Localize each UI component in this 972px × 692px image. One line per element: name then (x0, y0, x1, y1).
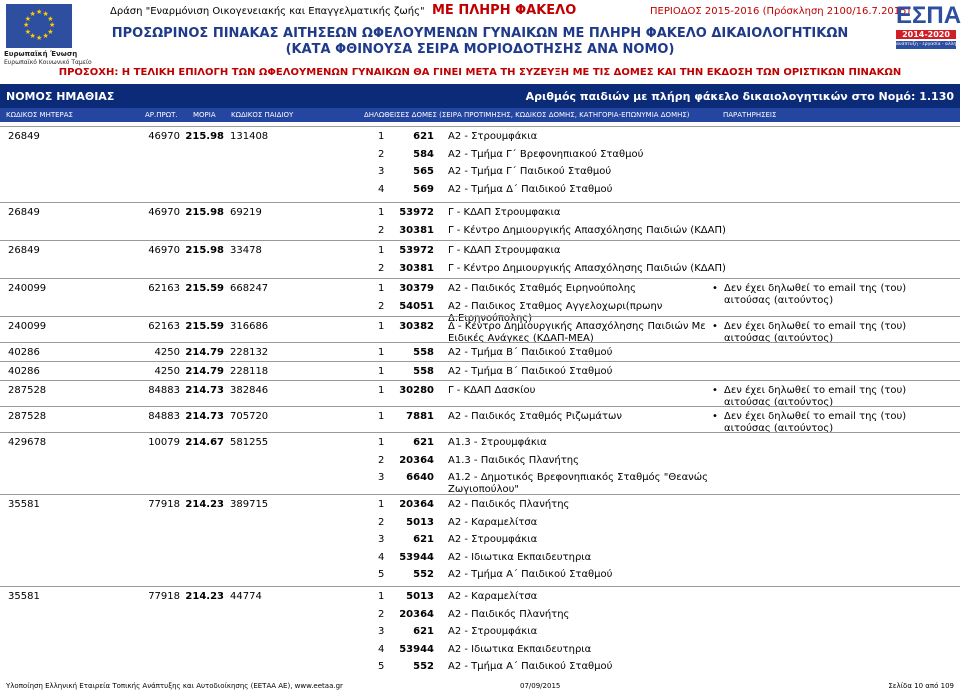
col-points: ΜΟΡΙΑ (193, 111, 216, 119)
eu-star-icon: ★ (47, 14, 54, 23)
preference-order: 4 (378, 183, 385, 195)
col-child-code: ΚΩΔΙΚΟΣ ΠΑΙΔΙΟΥ (231, 111, 294, 119)
structure-code: 569 (413, 183, 434, 195)
preference-order: 3 (378, 166, 385, 177)
protocol-number: 77918 (148, 591, 180, 602)
structure-name: Α2 - Παιδικός Πλανήτης (448, 499, 570, 510)
table-row (0, 361, 960, 377)
preference-order: 1 (378, 245, 385, 256)
structure-name: Γ - ΚΔΑΠ Στρουμφακια (448, 207, 561, 218)
espa-years: 2014-2020 (896, 30, 956, 39)
structure-code: 621 (413, 626, 434, 637)
eu-star-icon: ★ (24, 14, 32, 23)
table-row (0, 240, 960, 274)
eu-star-icon: ★ (24, 27, 32, 36)
remark-text: Δεν έχει δηλωθεί το email της (του) αιτούσας (αιτούντος) (724, 283, 907, 306)
child-code: 668247 (230, 283, 269, 294)
points: 214.73 (185, 411, 224, 422)
structure-code: 621 (413, 534, 434, 545)
preference-order: 3 (378, 626, 385, 637)
mother-code: 26849 (8, 207, 40, 218)
child-code: 44774 (230, 591, 262, 602)
eu-star-icon: ★ (23, 21, 30, 29)
mother-code: 429678 (8, 437, 47, 448)
eu-star-icon: ★ (42, 9, 49, 18)
preference-order: 2 (378, 148, 385, 160)
structure-code: 558 (413, 366, 434, 377)
col-protocol: ΑΡ.ΠΡΩΤ. (145, 111, 178, 119)
preference-order: 1 (378, 591, 385, 602)
eu-star-icon: ★ (47, 27, 54, 36)
structure-code: 53944 (399, 643, 434, 655)
protocol-number: 46970 (148, 131, 180, 142)
child-code: 228118 (230, 366, 269, 377)
preference-order: 3 (378, 534, 385, 545)
mother-code: 35581 (8, 591, 40, 602)
points: 215.59 (185, 283, 224, 294)
mother-code: 40286 (8, 347, 40, 358)
remark-text: Δεν έχει δηλωθεί το email της (του) αιτούσας (αιτούντος) (724, 385, 907, 408)
protocol-number: 84883 (148, 411, 180, 422)
preference-order: 2 (378, 516, 385, 528)
eu-star-icon: ★ (36, 8, 43, 16)
structure-name: Α2 - Τμήμα Α΄ Παιδικού Σταθμού (448, 661, 613, 672)
mother-code: 26849 (8, 131, 40, 142)
structure-code: 30382 (399, 321, 434, 332)
structure-name: Α1.3 - Στρουμφάκια (448, 437, 547, 448)
warning-banner: ΠΡΟΣΟΧΗ: Η ΤΕΛΙΚΗ ΕΠΙΛΟΓΗ ΤΩΝ ΩΦΕΛΟΥΜΕΝΩΝ ΓΥΝΑΙΚΩΝ ΘΑ ΓΙΝΕΙ ΜΕΤΑ ΤΗ ΣΥΖΕΥΞΗ ΜΕ ΤΙΣ ΔΟΜΕΣ ΚΑΙ ΤΗΝ ΕΚΔΟΣΗ ΤΩΝ ΟΡΙΣΤΙΚΩΝ ΠΙΝΑΚΩΝ (58, 67, 902, 78)
bullet-icon: • (712, 385, 718, 396)
structure-code: 20364 (399, 608, 434, 620)
prefecture-bar (0, 84, 960, 108)
mother-code: 287528 (8, 411, 47, 422)
child-code: 228132 (230, 347, 269, 358)
table-row (0, 586, 960, 672)
eu-label: Ευρωπαϊκή Ένωση (4, 50, 78, 58)
structure-name: Α2 - Τμήμα Β΄ Παιδικού Σταθμού (448, 347, 613, 358)
eu-star-icon: ★ (29, 9, 36, 18)
structure-code: 53944 (399, 551, 434, 563)
points: 214.67 (185, 437, 224, 448)
preference-order: 1 (378, 321, 385, 332)
protocol-number: 10079 (148, 437, 180, 448)
children-count-label: Αριθμός παιδιών με πλήρη φάκελο δικαιολογητικών στο Νομό: 1.130 (525, 90, 954, 103)
structure-name: Α2 - Τμήμα Δ΄ Παιδικού Σταθμού (448, 183, 613, 195)
structure-code: 30280 (399, 385, 434, 396)
prefecture-name: ΝΟΜΟΣ ΗΜΑΘΙΑΣ (6, 90, 115, 103)
preference-order: 2 (378, 454, 385, 466)
structure-code: 584 (413, 148, 434, 160)
structure-name: Α2 - Τμήμα Γ΄ Παιδικού Σταθμού (448, 166, 612, 177)
col-declared-structures: ΔΗΛΩΘΕΙΣΕΣ ΔΟΜΕΣ (ΣΕΙΡΑ ΠΡΟΤΙΜΗΣΗΣ, ΚΩΔΙΚΟΣ ΔΟΜΗΣ, ΚΑΤΗΓΟΡΙΑ-ΕΠΩΝΥΜΙΑ ΔΟΜΗΣ) (364, 111, 690, 119)
preference-order: 5 (378, 661, 385, 672)
preference-order: 1 (378, 437, 385, 448)
structure-name: Γ - Κέντρο Δημιουργικής Απασχόλησης Παιδιών (ΚΔΑΠ) (448, 262, 726, 274)
page-title: ΠΡΟΣΩΡΙΝΟΣ ΠΙΝΑΚΑΣ ΑΙΤΗΣΕΩΝ ΩΦΕΛΟΥΜΕΝΩΝ ΓΥΝΑΙΚΩΝ ΜΕ ΠΛΗΡΗ ΦΑΚΕΛΟ ΔΙΚΑΙΟΛΟΓΗΤΙΚΩΝ (111, 26, 849, 41)
structure-name: Α2 - Παιδικός Σταθμός Ειρηνούπολης (448, 283, 636, 294)
preference-order: 4 (378, 551, 385, 563)
structure-name: Α2 - Καραμελίτσα (448, 516, 538, 528)
points: 215.98 (185, 207, 224, 218)
table-row (0, 316, 960, 344)
eu-star-icon: ★ (36, 34, 43, 42)
mother-code: 287528 (8, 385, 47, 396)
preference-order: 1 (378, 347, 385, 358)
structure-code: 7881 (406, 411, 434, 422)
structure-name: Γ - ΚΔΑΠ Στρουμφακια (448, 245, 561, 256)
table-row (0, 380, 960, 408)
structure-code: 565 (413, 166, 434, 177)
child-code: 382846 (230, 385, 269, 396)
espa-slogan: ανάπτυξη - εργασία - αλληλεγγύη (896, 42, 972, 47)
structure-name: Α2 - Στρουμφάκια (448, 534, 538, 545)
preference-order: 1 (378, 385, 385, 396)
protocol-number: 62163 (148, 283, 180, 294)
bullet-icon: • (712, 321, 718, 332)
child-code: 705720 (230, 411, 269, 422)
preference-order: 3 (378, 472, 385, 483)
espa-wordmark: ΕΣΠΑ (896, 2, 962, 29)
structure-code: 552 (413, 569, 434, 580)
preference-order: 2 (378, 608, 385, 620)
footer-date: 07/09/2015 (520, 682, 561, 690)
structure-code: 621 (413, 131, 434, 142)
action-title: Δράση "Εναρμόνιση Οικογενειακής και Επαγγελματικής ζωής" (110, 6, 425, 17)
structure-name: Α2 - Ιδιωτικα Εκπαιδευτηρια (448, 643, 592, 655)
protocol-number: 4250 (154, 347, 180, 358)
points: 214.79 (185, 366, 224, 377)
child-code: 389715 (230, 499, 269, 510)
structure-code: 53972 (399, 207, 434, 218)
preference-order: 5 (378, 569, 385, 580)
child-code: 581255 (230, 437, 269, 448)
points: 214.23 (185, 591, 224, 602)
structure-name: Α1.2 - Δημοτικός Βρεφονηπιακός Σταθμός "Θεανώς Ζωγιοπούλου" (448, 472, 709, 495)
period-label: ΠΕΡΙΟΔΟΣ 2015-2016 (Πρόσκληση 2100/16.7.2015) (650, 6, 911, 17)
bullet-icon: • (712, 411, 718, 422)
structure-name: Α1.3 - Παιδικός Πλανήτης (448, 454, 579, 466)
bullet-icon: • (712, 283, 718, 294)
protocol-number: 46970 (148, 245, 180, 256)
mother-code: 240099 (8, 321, 47, 332)
preference-order: 2 (378, 262, 385, 274)
child-code: 33478 (230, 245, 262, 256)
points: 215.98 (185, 245, 224, 256)
structure-code: 20364 (399, 454, 434, 466)
table-row (0, 202, 960, 236)
mother-code: 40286 (8, 366, 40, 377)
espa-logo (896, 2, 972, 50)
structure-name: Γ - ΚΔΑΠ Δασκίου (448, 385, 536, 396)
preference-order: 1 (378, 283, 385, 294)
col-remarks: ΠΑΡΑΤΗΡΗΣΕΙΣ (723, 111, 777, 119)
footer-credit: Υλοποίηση Ελληνική Εταιρεία Τοπικής Ανάπτυξης και Αυτοδιοίκησης (ΕΕΤΑΑ ΑΕ), www.eetaa.gr (6, 682, 343, 690)
protocol-number: 77918 (148, 499, 180, 510)
structure-code: 552 (413, 661, 434, 672)
mother-code: 35581 (8, 499, 40, 510)
points: 214.23 (185, 499, 224, 510)
structure-code: 5013 (406, 516, 434, 528)
table-row (0, 342, 960, 358)
eu-star-icon: ★ (42, 32, 49, 41)
footer-page: Σελίδα 10 από 109 (888, 682, 954, 690)
column-header-row (0, 108, 960, 122)
structure-name: Δ - Κέντρο Δημιουργικής Απασχόλησης Παιδιών Με Ειδικές Ανάγκες (ΚΔΑΠ-ΜΕΑ) (448, 321, 706, 344)
mother-code: 240099 (8, 283, 47, 294)
preference-order: 1 (378, 131, 385, 142)
structure-name: Α2 - Παιδικός Πλανήτης (448, 608, 570, 620)
structure-name: Α2 - Τμήμα Β΄ Παιδικού Σταθμού (448, 366, 613, 377)
table-row (0, 494, 960, 580)
page-subtitle: (ΚΑΤΑ ΦΘΙΝΟΥΣΑ ΣΕΙΡΑ ΜΟΡΙΟΔΟΤΗΣΗΣ ΑΝΑ ΝΟΜΟ) (285, 42, 675, 57)
protocol-number: 4250 (154, 366, 180, 377)
structure-code: 53972 (399, 245, 434, 256)
protocol-number: 62163 (148, 321, 180, 332)
structure-name: Α2 - Στρουμφάκια (448, 131, 538, 142)
table-row (0, 406, 960, 434)
preference-order: 1 (378, 207, 385, 218)
preference-order: 2 (378, 300, 385, 312)
table-row (0, 126, 960, 195)
child-code: 131408 (230, 131, 269, 142)
remark-text: Δεν έχει δηλωθεί το email της (του) αιτούσας (αιτούντος) (724, 321, 907, 344)
structure-code: 558 (413, 347, 434, 358)
structure-code: 30379 (399, 283, 434, 294)
structure-code: 6640 (406, 472, 434, 483)
col-mother-code: ΚΩΔΙΚΟΣ ΜΗΤΕΡΑΣ (6, 111, 73, 119)
structure-name: Α2 - Καραμελίτσα (448, 591, 538, 602)
structure-name: Α2 - Στρουμφάκια (448, 626, 538, 637)
structure-name: Α2 - Τμήμα Α΄ Παιδικού Σταθμού (448, 569, 613, 580)
structure-code: 5013 (406, 591, 434, 602)
structure-code: 30381 (399, 262, 434, 274)
table-row (0, 432, 960, 495)
structure-name: Α2 - Παιδικος Σταθμος Αγγελοχωρι(πρωην Δ.Ειρηνούπολης) (448, 300, 663, 324)
structure-name: Α2 - Τμήμα Γ΄ Βρεφονηπιακού Σταθμού (448, 148, 644, 160)
structure-name: Α2 - Παιδικός Σταθμός Ριζωμάτων (448, 411, 622, 422)
preference-order: 1 (378, 366, 385, 377)
eu-star-icon: ★ (49, 21, 56, 29)
preference-order: 4 (378, 643, 385, 655)
structure-code: 621 (413, 437, 434, 448)
mother-code: 26849 (8, 245, 40, 256)
child-code: 69219 (230, 207, 262, 218)
esf-label: Ευρωπαϊκό Κοινωνικό Ταμείο (4, 59, 92, 66)
points: 215.59 (185, 321, 224, 332)
points: 214.79 (185, 347, 224, 358)
preference-order: 1 (378, 499, 385, 510)
structure-code: 20364 (399, 499, 434, 510)
points: 215.98 (185, 131, 224, 142)
structure-code: 30381 (399, 224, 434, 236)
full-folder-label: ΜΕ ΠΛΗΡΗ ΦΑΚΕΛΟ (432, 3, 577, 18)
structure-name: Γ - Κέντρο Δημιουργικής Απασχόλησης Παιδιών (ΚΔΑΠ) (448, 224, 726, 236)
child-code: 316686 (230, 321, 269, 332)
protocol-number: 46970 (148, 207, 180, 218)
table-row (0, 278, 960, 324)
eu-star-icon: ★ (29, 32, 36, 41)
preference-order: 2 (378, 224, 385, 236)
structure-name: Α2 - Ιδιωτικα Εκπαιδευτηρια (448, 551, 592, 563)
preference-order: 1 (378, 411, 385, 422)
protocol-number: 84883 (148, 385, 180, 396)
structure-code: 54051 (399, 300, 434, 312)
remark-text: Δεν έχει δηλωθεί το email της (του) αιτούσας (αιτούντος) (724, 411, 907, 434)
points: 214.73 (185, 385, 224, 396)
